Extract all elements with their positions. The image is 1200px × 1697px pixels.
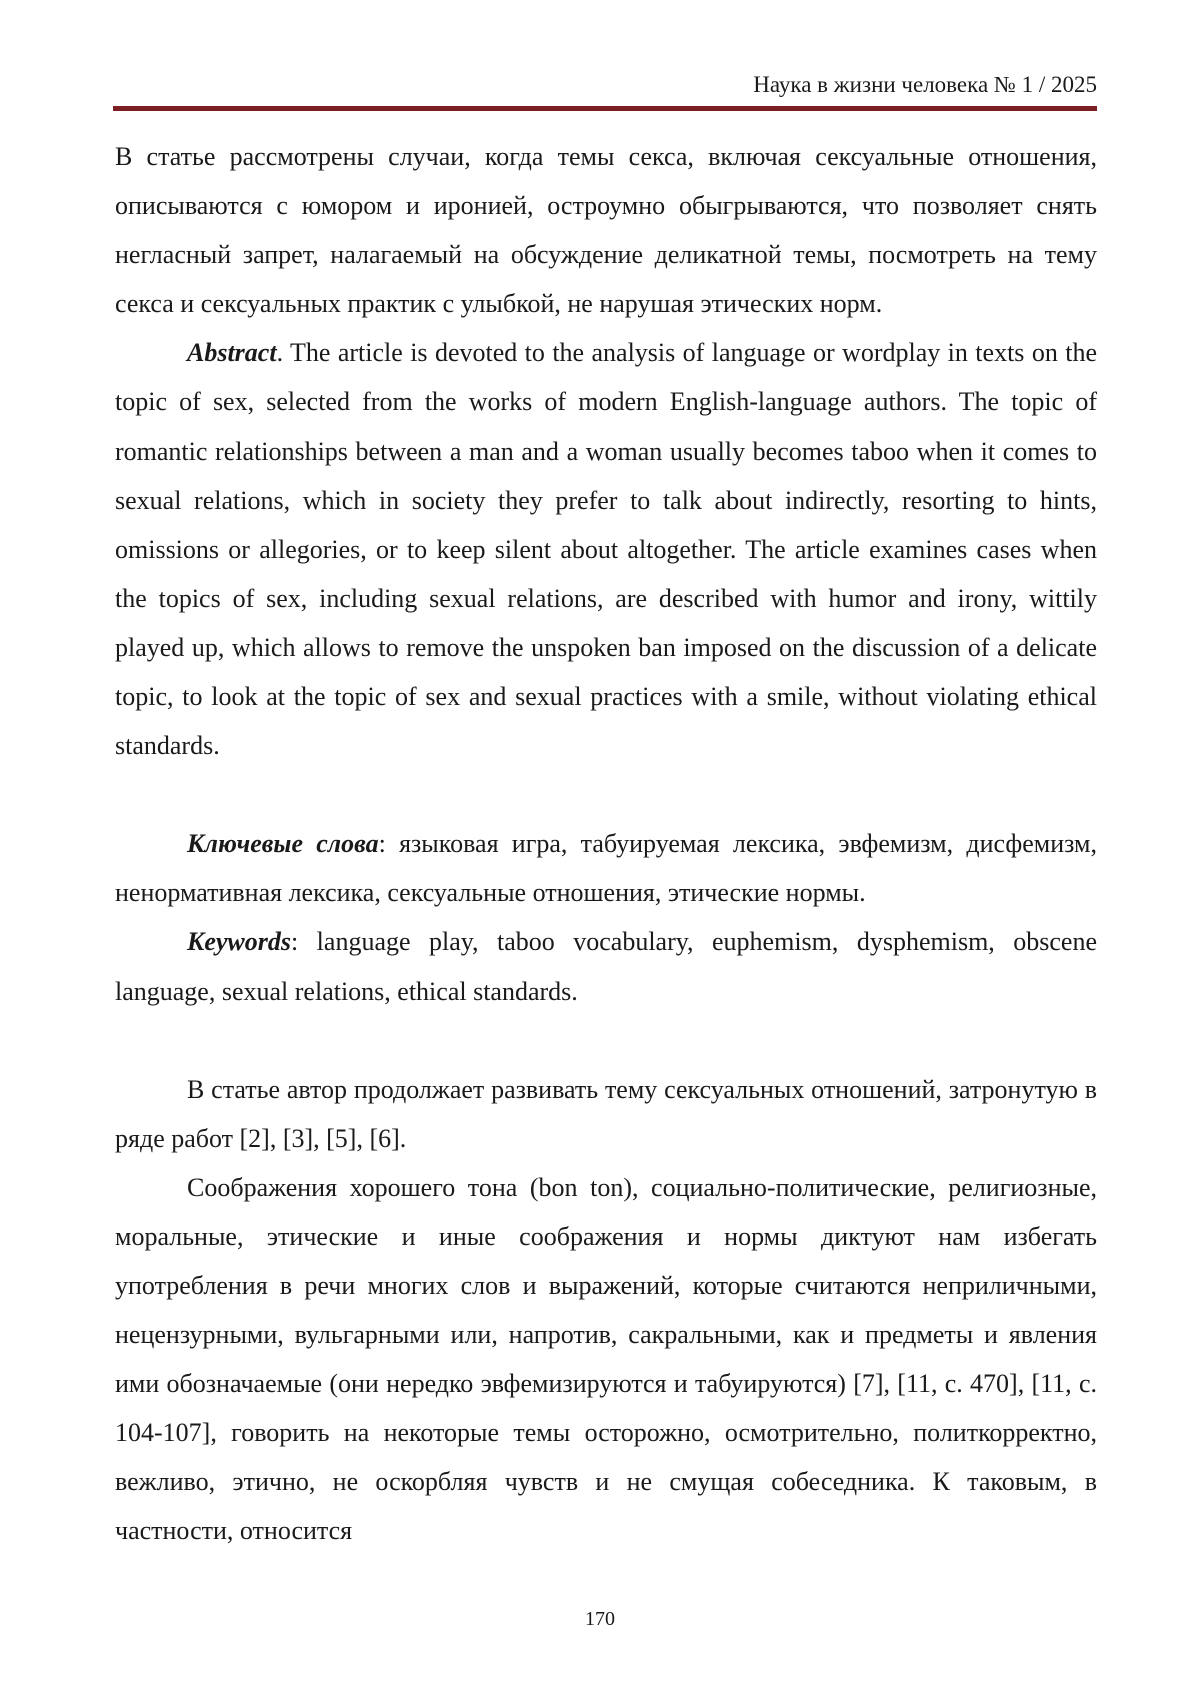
running-header: Наука в жизни человека № 1 / 2025 — [753, 72, 1097, 97]
abstract-text: . The article is devoted to the analysis of language or wordplay in texts on the topic of sex, selected from the works of modern English-language authors. The topic of romantic relationships between a man and a woman usually becomes taboo when it comes to sexual relations, which in society they prefer to talk about indirectly, resorting to hints, omissions or allegories, or to keep silent about altogether. The article examines cases when the topics of sex, including sexual relations, are described with humor and irony, wittily played up, which allows to remove the unspoken ban imposed on the discussion of a delicate topic, to look at the topic of sex and sexual practices with a smile, without violating ethical standards. — [115, 338, 1097, 761]
header-divider — [113, 106, 1097, 111]
intro-paragraph: В статье автор продолжает развивать тему сексуальных отношений, затронутую в ряде работ [2], [3], [5], [6]. — [115, 1074, 1097, 1153]
keywords-russian-text: : языковая игра, табуируемая лексика, эвфемизм, дисфемизм, ненормативная лексика, сексуальные отношения, этические нормы. — [115, 829, 1098, 908]
abstract-paragraph — [115, 328, 1097, 770]
keywords-english-text: : language play, taboo vocabulary, euphemism, dysphemism, obscene language, sexual relations, ethical standards. — [115, 927, 1097, 1006]
body-paragraph: Соображения хорошего тона (bon ton), социально-политические, религиозные, моральные, этические и иные соображения и нормы диктуют нам избегать употребления в речи многих слов и выражений, которые считаются неприличными, нецензурными, вульгарными или, напротив, сакральными, как и предметы и явления ими обозначаемые (они нередко эвфемизируются и табуируются) [7], [11, с. 470], [11, с. 104-107], говорить на некоторые темы осторожно, осмотрительно, политкорректно, вежливо, этично, не оскорбляя чувств и не смущая собеседника. К таковым, в частности, относится — [115, 1172, 1097, 1546]
keywords-english-label: Keywords — [187, 927, 291, 957]
abstract-label: Abstract — [187, 338, 277, 368]
section-gap — [115, 1016, 1097, 1065]
keywords-russian-label: Ключевые слова — [187, 829, 379, 859]
keywords-english — [115, 917, 1097, 1015]
article-body — [115, 132, 1097, 1556]
page-number: 170 — [585, 1608, 615, 1630]
section-gap — [115, 770, 1097, 819]
russian-summary-ending: В статье рассмотрены случаи, когда темы секса, включая сексуальные отношения, описываются с юмором и иронией, остроумно обыгрываются, что позволяет снять негласный запрет, налагаемый на обсуждение деликатной темы, посмотреть на тему секса и сексуальных практик с улыбкой, не нарушая этических норм. — [115, 142, 1097, 319]
keywords-russian — [115, 819, 1097, 917]
